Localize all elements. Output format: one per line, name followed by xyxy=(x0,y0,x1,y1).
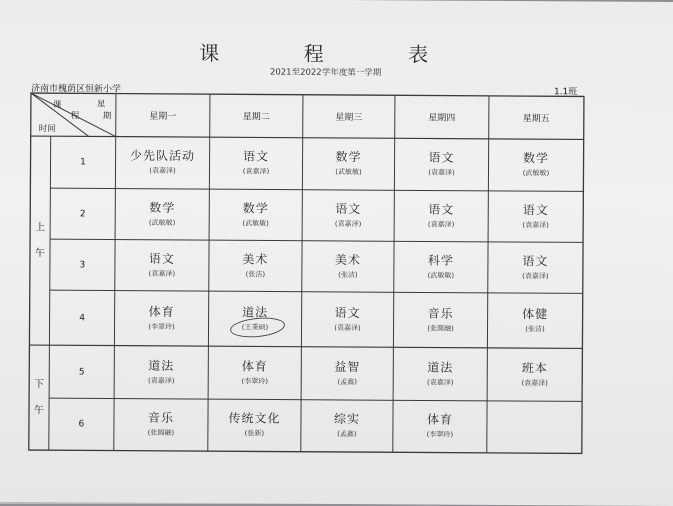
corner-label-lesson: 课 xyxy=(52,100,62,111)
subject-name: 语文 xyxy=(334,305,361,320)
class-cell xyxy=(208,399,301,452)
subject-name: 美术 xyxy=(242,251,269,267)
subject-name: 语文 xyxy=(428,150,455,165)
day-header: 星期五 xyxy=(522,114,550,125)
teacher-name: (袁嘉泽) xyxy=(147,376,175,385)
teacher-name: (张洁) xyxy=(338,270,358,279)
teacher-name: (武敏敏) xyxy=(148,218,176,227)
class-cell xyxy=(208,346,301,400)
subject-name: 音乐 xyxy=(147,410,175,425)
class-cell xyxy=(115,189,209,241)
period-number: 5 xyxy=(78,366,85,377)
teacher-name: (武敏敏) xyxy=(522,169,550,178)
teacher-name: (袁嘉泽) xyxy=(522,220,549,229)
corner-label-week: 星 xyxy=(96,99,106,110)
class-cell xyxy=(488,191,583,243)
class-cell xyxy=(488,242,583,294)
teacher-name: (李翠玲) xyxy=(241,376,268,386)
subject-name: 数学 xyxy=(149,200,176,215)
teacher-name: (袁嘉泽) xyxy=(149,166,176,175)
class-cell xyxy=(208,291,301,347)
subject-name: 语文 xyxy=(148,251,176,266)
period-number: 3 xyxy=(79,259,86,270)
subject-name: 语文 xyxy=(335,201,362,216)
teacher-name: (袁嘉泽) xyxy=(426,377,454,387)
teacher-name: (武敏敏) xyxy=(427,270,455,280)
period-number: 6 xyxy=(78,419,85,430)
term-subtitle: 2021至2022学年度第一学期 xyxy=(269,67,382,79)
subject-name: 语文 xyxy=(522,202,549,217)
class-cell xyxy=(393,347,487,401)
segment-morning: 上 午 xyxy=(34,221,46,259)
teacher-name: (武敏敏) xyxy=(335,167,362,177)
class-cell xyxy=(301,292,393,348)
class-cell xyxy=(115,240,209,292)
day-header: 星期四 xyxy=(428,113,456,124)
subject-name: 道法 xyxy=(427,359,454,375)
subject-name: 体健 xyxy=(522,306,549,321)
subject-name: 语文 xyxy=(522,253,549,268)
day-header: 星期二 xyxy=(242,112,270,123)
subject-name: 科学 xyxy=(427,252,454,268)
teacher-name: (张圆融) xyxy=(427,323,454,333)
period-number: 4 xyxy=(79,312,85,323)
teacher-name: (袁嘉泽) xyxy=(334,219,362,228)
subject-name: 语文 xyxy=(243,149,270,164)
teacher-name: (袁嘉泽) xyxy=(334,323,361,332)
title-char: 课 xyxy=(199,40,221,65)
class-cell xyxy=(394,241,488,293)
subject-name: 体育 xyxy=(148,304,175,319)
class-cell xyxy=(487,293,582,349)
teacher-name: (袁嘉泽) xyxy=(428,168,455,177)
corner-label-lesson: 程 xyxy=(70,111,80,122)
class-cell xyxy=(209,189,302,241)
teacher-name: (张洁) xyxy=(245,269,266,278)
teacher-name: (袁嘉泽) xyxy=(522,271,549,280)
teacher-name: (孟鑫) xyxy=(337,429,357,439)
corner-label-time: 时间 xyxy=(38,124,56,135)
class-cell xyxy=(209,137,302,190)
teacher-name: (李翠玲) xyxy=(426,430,454,439)
subject-name: 班本 xyxy=(521,360,548,375)
subject-name: 语文 xyxy=(428,201,455,217)
subject-name: 少先队活动 xyxy=(130,148,196,164)
class-cell-empty xyxy=(487,401,582,454)
class-cell xyxy=(394,138,488,191)
teacher-name: (王秉硕) xyxy=(241,322,269,332)
corner-label-week: 期 xyxy=(102,111,112,122)
teacher-name: (武敏敏) xyxy=(242,218,269,228)
subject-name: 数学 xyxy=(242,200,269,216)
class-cell xyxy=(302,138,394,191)
period-number: 2 xyxy=(79,208,86,219)
class-cell xyxy=(114,399,208,452)
class-cell xyxy=(209,240,302,292)
subject-name: 数学 xyxy=(523,151,550,166)
class-cell xyxy=(394,190,488,242)
period-number: 1 xyxy=(80,157,86,168)
teacher-name: (袁嘉泽) xyxy=(427,219,455,229)
class-cell xyxy=(393,400,487,453)
teacher-name: (孟鑫) xyxy=(337,377,357,386)
class-cell xyxy=(302,190,394,242)
teacher-name: (张新) xyxy=(244,429,265,438)
teacher-name: (袁嘉泽) xyxy=(148,269,176,278)
class-cell xyxy=(115,137,209,190)
class-cell xyxy=(114,291,208,347)
subject-name: 道法 xyxy=(148,358,175,373)
class-cell xyxy=(487,348,582,402)
teacher-name: (李翠玲) xyxy=(148,322,175,331)
class-cell xyxy=(302,241,394,293)
class-cell xyxy=(393,292,487,348)
subject-name: 体育 xyxy=(241,358,268,374)
class-name: 1.1班 xyxy=(553,87,578,98)
title-char: 表 xyxy=(408,41,430,66)
class-cell xyxy=(488,139,583,192)
subject-name: 美术 xyxy=(334,252,361,267)
class-cell xyxy=(114,346,208,400)
subject-name: 传统文化 xyxy=(228,411,281,426)
teacher-name: (张洁) xyxy=(525,324,545,333)
title-char: 程 xyxy=(303,41,325,66)
subject-name: 数学 xyxy=(335,149,362,165)
teacher-name: (袁嘉泽) xyxy=(242,167,270,176)
teacher-name: (袁嘉泽) xyxy=(521,378,548,387)
day-header: 星期三 xyxy=(335,112,363,124)
segment-afternoon: 下 午 xyxy=(33,378,45,416)
subject-name: 益智 xyxy=(334,359,361,374)
teacher-name: (张圆融) xyxy=(147,428,175,437)
class-cell xyxy=(301,347,393,401)
subject-name: 体育 xyxy=(426,412,454,427)
class-cell xyxy=(301,400,393,453)
subject-name: 道法 xyxy=(242,304,269,320)
subject-name: 综实 xyxy=(333,411,361,427)
day-header: 星期一 xyxy=(149,111,177,122)
school-name: 济南市槐荫区恒新小学 xyxy=(30,84,122,95)
subject-name: 音乐 xyxy=(427,305,454,321)
